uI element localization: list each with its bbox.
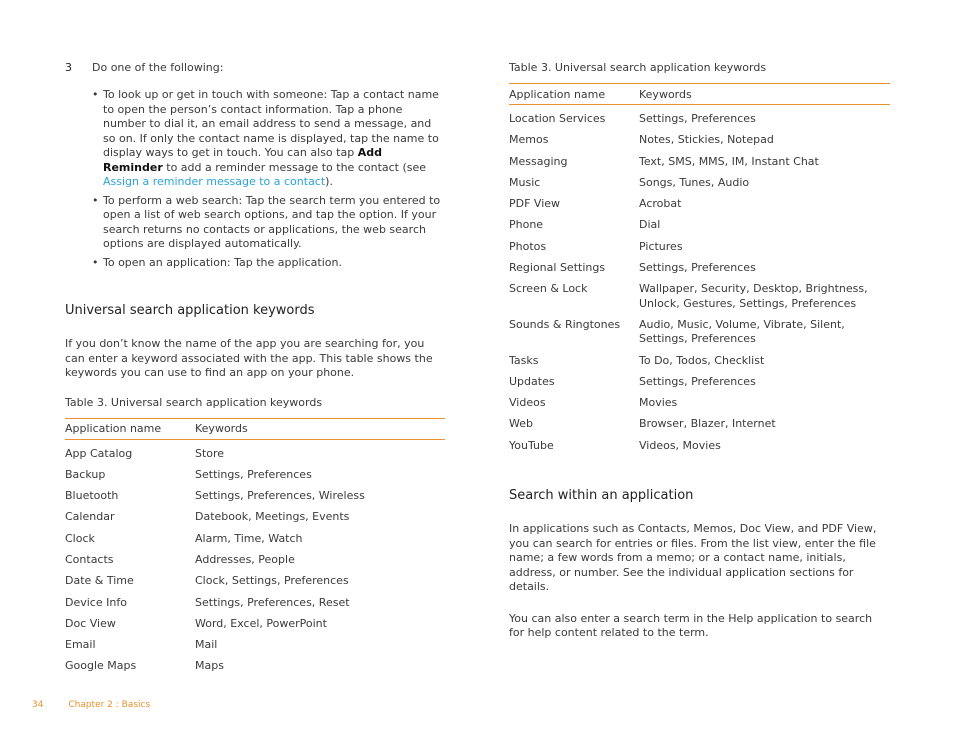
app-name-cell: Messaging (509, 154, 568, 168)
list-item (92, 256, 445, 271)
keywords-cell: Addresses, People (195, 552, 295, 566)
app-name-cell: Clock (65, 531, 95, 545)
table-row (65, 482, 445, 503)
keywords-cell: Browser, Blazer, Internet (639, 417, 776, 431)
table-row (65, 525, 445, 546)
step-3 (65, 61, 445, 75)
table-row (509, 432, 890, 453)
table-row (65, 461, 445, 482)
app-name-cell: Device Info (65, 595, 127, 609)
keywords-cell: Pictures (639, 239, 683, 253)
table-row (65, 503, 445, 524)
table-header-row (65, 418, 445, 439)
bullet-text-mid: to add a reminder message to the contact (see (162, 160, 427, 174)
app-name-cell: Photos (509, 239, 547, 253)
app-name-cell: Google Maps (65, 659, 137, 673)
table-row (509, 254, 890, 275)
app-name-cell: Memos (509, 133, 549, 147)
keywords-table-right (509, 83, 890, 453)
app-name-cell: Screen & Lock (509, 282, 588, 296)
app-name-cell: App Catalog (65, 446, 133, 460)
app-name-cell: Web (509, 417, 533, 431)
step-options-list (65, 88, 445, 270)
app-name-cell: Music (509, 175, 541, 189)
table-row (65, 610, 445, 631)
app-name-cell: Phone (509, 218, 544, 232)
app-name-cell: Updates (509, 374, 555, 388)
section-paragraph: You can also enter a search term in the Help application to search for help content related to the term. (509, 611, 873, 640)
step-number: 3 (65, 61, 72, 74)
app-name-cell: Email (65, 638, 96, 652)
app-name-cell: Calendar (65, 510, 115, 524)
app-name-cell: Tasks (509, 353, 539, 367)
app-name-cell: Location Services (509, 112, 606, 125)
app-name-cell: Backup (65, 467, 106, 481)
table-row (509, 410, 890, 431)
table-body (509, 105, 890, 454)
keywords-cell: Audio, Music, Volume, Vibrate, Silent, Settings, Preferences (639, 317, 845, 346)
section-paragraph: In applications such as Contacts, Memos, Doc View, and PDF View, you can search for entries or files. From the list view, enter the file name; a few words from a memo; or a contact name, initials, address, or number. See the individual application sections for details. (509, 522, 877, 594)
bullet-text: To perform a web search: Tap the search term you entered to open a list of web search options, and tap the option. If your search returns no contacts or applications, the web search options are displayed automatically. (103, 193, 441, 250)
page-footer (32, 700, 150, 710)
add-reminder-label: Add Reminder (103, 146, 382, 174)
table-row (509, 105, 890, 127)
table-body (65, 439, 445, 674)
table-caption: Table 3. Universal search application keywords (65, 395, 323, 409)
keywords-cell: Store (195, 446, 225, 460)
app-name-cell: Sounds & Ringtones (509, 317, 621, 331)
app-name-cell: Date & Time (65, 574, 134, 588)
column-header-app: Application name (509, 84, 639, 105)
section-title: Search within an application (509, 488, 694, 504)
keywords-cell: Settings, Preferences (195, 467, 312, 481)
table-row (509, 368, 890, 389)
list-item (92, 194, 445, 252)
table-row (65, 652, 445, 673)
keywords-table-left (65, 418, 445, 674)
table-row (509, 148, 890, 169)
table-caption: Table 3. Universal search application keywords (509, 61, 767, 74)
table-row (65, 631, 445, 652)
reminder-link[interactable]: Assign a reminder message to a contact (103, 175, 326, 188)
app-name-cell: Bluetooth (65, 489, 119, 503)
keywords-cell: Wallpaper, Security, Desktop, Brightness, Unlock, Gestures, Settings, Preferences (639, 282, 868, 310)
keywords-cell: Text, SMS, MMS, IM, Instant Chat (639, 154, 819, 168)
bullet-text: To open an application: Tap the application. (103, 255, 342, 269)
table-row (509, 347, 890, 368)
right-column (509, 61, 890, 641)
table-row (65, 439, 445, 461)
left-column (65, 61, 445, 674)
section-intro: If you don’t know the name of the app you are searching for, you can enter a keyword associated with the app. This table shows the keywords you can use to find an app on your phone. (65, 337, 433, 379)
keywords-cell: Datebook, Meetings, Events (195, 510, 350, 524)
keywords-cell: Movies (639, 396, 678, 410)
keywords-cell: Settings, Preferences, Reset (195, 595, 350, 609)
app-name-cell: YouTube (509, 438, 554, 452)
keywords-cell: Songs, Tunes, Audio (639, 175, 750, 189)
column-header-app: Application name (65, 418, 195, 439)
table-row (509, 389, 890, 410)
keywords-cell: Settings, Preferences (639, 261, 756, 275)
keywords-cell: Acrobat (639, 197, 682, 211)
app-name-cell: PDF View (509, 197, 561, 211)
keywords-cell: Mail (195, 638, 218, 652)
table-row (65, 546, 445, 567)
app-name-cell: Videos (509, 396, 546, 410)
table-row (65, 589, 445, 610)
column-header-keywords: Keywords (639, 84, 890, 105)
bullet-text-end: ). (325, 175, 333, 188)
table-row (509, 275, 890, 311)
bullet-dot: • (92, 255, 99, 269)
table-row (509, 311, 890, 347)
table-row (509, 169, 890, 190)
section-title: Universal search application keywords (65, 303, 315, 318)
keywords-cell: Alarm, Time, Watch (195, 531, 303, 545)
table-row (509, 233, 890, 254)
app-name-cell: Regional Settings (509, 261, 606, 275)
keywords-cell: Settings, Preferences (639, 374, 756, 388)
keywords-cell: Clock, Settings, Preferences (195, 574, 349, 588)
table-header-row (509, 84, 890, 105)
keywords-cell: Videos, Movies (639, 438, 721, 452)
page-number: 34 (32, 700, 44, 710)
chapter-label: Chapter 2 : Basics (68, 700, 151, 710)
table-row (65, 567, 445, 588)
keywords-cell: To Do, Todos, Checklist (639, 353, 765, 367)
table-row (509, 126, 890, 147)
keywords-cell: Word, Excel, PowerPoint (195, 616, 327, 630)
keywords-cell: Dial (639, 218, 661, 232)
app-name-cell: Contacts (65, 552, 114, 566)
app-name-cell: Doc View (65, 616, 116, 630)
table-row (509, 211, 890, 232)
column-header-keywords: Keywords (195, 418, 445, 439)
list-item (92, 88, 445, 190)
bullet-dot: • (92, 88, 99, 101)
table-row (509, 190, 890, 211)
keywords-cell: Settings, Preferences, Wireless (195, 489, 365, 503)
keywords-cell: Notes, Stickies, Notepad (639, 133, 774, 147)
keywords-cell: Maps (195, 659, 224, 673)
step-text: Do one of the following: (92, 61, 224, 74)
bullet-text: To look up or get in touch with someone: Tap a contact name to open the person’s contact information. Tap a phone number to dial it, an email address to send a message, and so on. If only the contact name is displayed, tap the name to display ways to get in touch. You can also tap (103, 88, 439, 159)
keywords-cell: Settings, Preferences (639, 112, 756, 125)
bullet-dot: • (92, 193, 99, 207)
